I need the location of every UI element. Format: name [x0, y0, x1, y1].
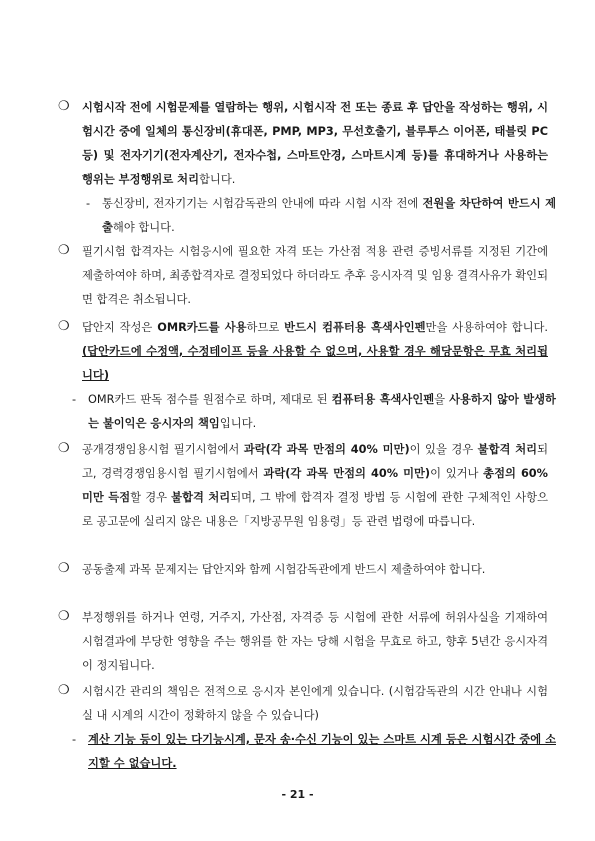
notice-text: [82, 438, 548, 534]
notice-text: [82, 316, 548, 388]
plain-text: OMR카드 판독 점수를 원점수로 하며, 제대로 된: [88, 393, 332, 406]
bold-text: 반드시 컴퓨터용 흑색사인펜: [284, 321, 426, 334]
bold-text: 사용하지 않아 발생하는 불이익은 응시자의 책임: [88, 393, 556, 430]
plain-text: 되고, 경력경쟁임용시험 필기시험에서: [82, 443, 548, 480]
circle-bullet-icon: ❍: [58, 561, 70, 576]
plain-text: 통신장비, 전자기기는 시험감독관의 안내에 따라 시험 시작 전에: [102, 197, 423, 210]
sub-note-text: [88, 728, 556, 776]
plain-text: 만을 사용하여야 합니다.: [425, 321, 548, 334]
plain-text: 되며, 그 밖에 합격자 결정 방법 등 시험에 관한 구체적인 사항으로 공고문에 실리지 않은 내용은「지방공무원 임용령」등 관련 법령에 따릅니다.: [82, 491, 548, 528]
notice-item-omr-card: [58, 316, 548, 388]
sub-note-text: [88, 388, 556, 436]
notice-item-failing-criteria: [58, 438, 548, 534]
sub-note-omr-responsibility: [72, 388, 556, 436]
sub-note-text: [102, 192, 556, 240]
plain-text: 답안지 작성은: [82, 321, 158, 334]
dash-bullet: -: [72, 393, 77, 406]
bold-text: 전원을 차단하여 반드시 제출: [102, 197, 557, 234]
plain-text: 공개경쟁임용시험 필기시험에서: [82, 443, 244, 456]
bold-text: 시험시작 전에 시험문제를 열람하는 행위, 시험시작 전 또는 종료 후 답안을 작성하는 행위, 시험시간 중에 일체의 통신장비(휴대폰, PMP, MP3, 무선호출기, 블루투스 이어폰, 태블릿 PC 등) 및 전자기기(전자계산기, 전자수첩, 스마트안경, 스마트시계 등)를 휴대하거나 사용하는 행위는 부정행위로 처리: [82, 101, 548, 186]
plain-text: 하므로: [246, 321, 285, 334]
bold-text: 컴퓨터용 흑색사인펜: [331, 393, 435, 406]
bold-text: OMR카드를 사용: [157, 321, 247, 334]
plain-text: 이 있거나: [430, 467, 484, 480]
circle-bullet-icon: ❍: [58, 243, 70, 258]
notice-item-joint-exam-paper: [58, 558, 548, 582]
dash-bullet: -: [86, 197, 91, 210]
notice-item-false-documents: [58, 606, 548, 678]
notice-text: 시험시간 관리의 책임은 전적으로 응시자 본인에게 있습니다. (시험감독관의 시간 안내나 시험실 내 시계의 시간이 정확하지 않을 수 있습니다): [82, 685, 548, 722]
bold-underlined-text: 계산 기능 등이 있는 다기능시계, 문자 송·수신 기능이 있는 스마트 시계 등은 시험시간 중에 소지할 수 없습니다.: [88, 733, 556, 770]
bold-text: 불합격 처리: [477, 443, 538, 456]
plain-text: 입니다.: [219, 417, 257, 430]
circle-bullet-icon: ❍: [58, 609, 70, 624]
circle-bullet-icon: ❍: [58, 319, 70, 334]
bold-text: 과락(각 과목 만점의 40% 미만): [243, 443, 410, 456]
plain-text: 합니다.: [199, 173, 236, 186]
bold-text: 총점의 60% 미만 득점: [82, 467, 548, 504]
notice-item-document-submission: [58, 240, 548, 312]
circle-bullet-icon: ❍: [58, 441, 70, 456]
notice-text: 공동출제 과목 문제지는 답안지와 함께 시험감독관에게 반드시 제출하여야 합니다.: [82, 563, 486, 576]
notice-text: 필기시험 합격자는 시험응시에 필요한 자격 또는 가산점 적용 관련 증빙서류를 지정된 기간에 제출하여야 하며, 최종합격자로 결정되었다 하더라도 추후 응시자격 및 임용 결격사유가 확인되면 합격은 취소됩니다.: [82, 245, 548, 306]
notice-text: 부정행위를 하거나 연령, 거주지, 가산점, 자격증 등 시험에 관한 서류에 허위사실을 기재하여 시험결과에 부당한 영향을 주는 행위를 한 자는 당해 시험을 무효로 하고, 향후 5년간 응시자격이 정지됩니다.: [82, 611, 548, 672]
bold-text: 불합격 처리: [171, 491, 231, 504]
circle-bullet-icon: ❍: [58, 683, 70, 698]
notice-text: [82, 96, 548, 192]
notice-item-exam-misconduct: [58, 96, 548, 192]
plain-text: 을: [434, 393, 450, 406]
bold-underlined-text: (답안카드에 수정액, 수정테이프 등을 사용할 수 없으며, 사용할 경우 해당문항은 무효 처리됩니다): [82, 345, 548, 382]
sub-note-device-submission: [86, 192, 556, 240]
page-number: - 21 -: [281, 788, 314, 801]
plain-text: 이 있을 경우: [409, 443, 478, 456]
sub-note-smart-watch: [72, 728, 556, 776]
notice-item-time-management: [58, 680, 548, 728]
bold-text: 과락(각 과목 만점의 40% 미만): [263, 467, 431, 480]
circle-bullet-icon: ❍: [58, 99, 70, 114]
plain-text: 해야 합니다.: [112, 221, 175, 234]
dash-bullet: -: [72, 733, 77, 746]
plain-text: 할 경우: [130, 491, 172, 504]
